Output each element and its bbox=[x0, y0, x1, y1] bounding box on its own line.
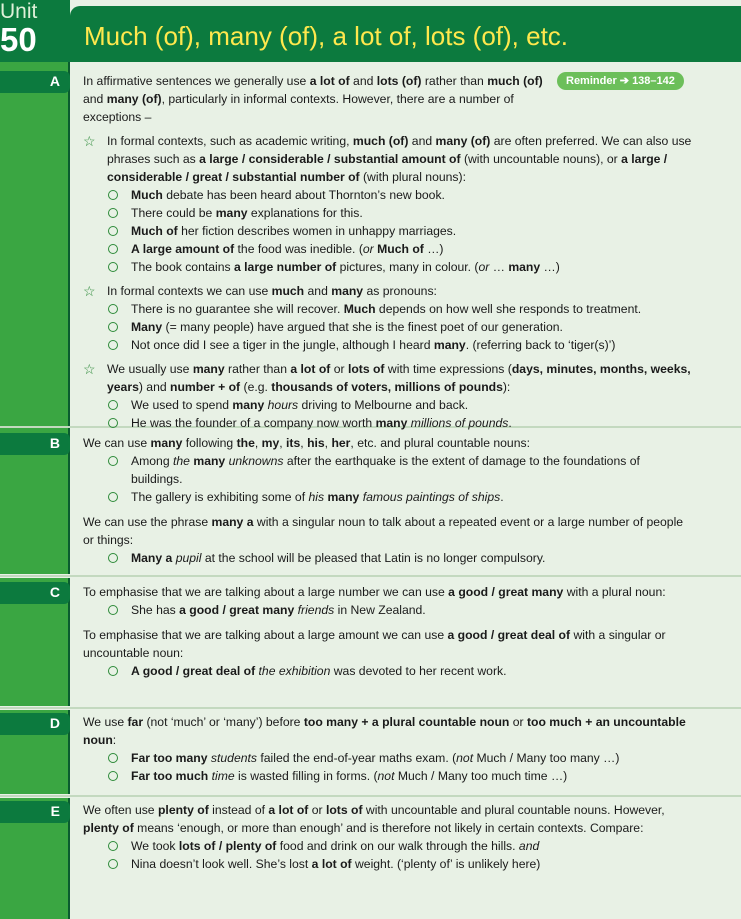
example-text: Among the many unknowns after the earthquake is the extent of damage to the foundations of buildings. bbox=[131, 454, 640, 486]
example-item bbox=[83, 240, 693, 258]
circle-icon bbox=[108, 244, 118, 254]
italic-phrase: students bbox=[210, 751, 257, 765]
italic-phrase: the bbox=[173, 454, 190, 468]
section-a-strip bbox=[0, 62, 70, 428]
bold-phrase: many bbox=[327, 490, 360, 504]
circle-icon bbox=[108, 304, 118, 314]
bold-phrase: plenty of bbox=[83, 821, 134, 835]
example-item bbox=[83, 452, 693, 488]
example-text: A large amount of the food was inedible. (or Much of …) bbox=[131, 242, 444, 256]
bold-phrase: too much + an uncountable noun bbox=[83, 715, 686, 747]
section-e-content bbox=[83, 801, 693, 873]
bold-phrase: his bbox=[307, 436, 325, 450]
example-text: The gallery is exhibiting some of his many famous paintings of ships. bbox=[131, 490, 504, 504]
bold-phrase: many bbox=[331, 284, 364, 298]
section-letter: B bbox=[49, 435, 60, 451]
italic-phrase: not bbox=[377, 769, 395, 783]
bold-phrase: A large amount of bbox=[131, 242, 235, 256]
bullet-text: In formal contexts we can use much and many as pronouns: bbox=[107, 284, 437, 298]
section-divider bbox=[0, 575, 741, 577]
example-item bbox=[83, 300, 693, 318]
example-text: Far too many students failed the end-of-year maths exam. (not Much / Many too many …) bbox=[131, 751, 620, 765]
circle-icon bbox=[108, 605, 118, 615]
example-text: The book contains a large number of pictures, many in colour. (or … many …) bbox=[131, 260, 560, 274]
example-item bbox=[83, 258, 693, 276]
bold-phrase: the bbox=[236, 436, 255, 450]
section-paragraph: We can use many following the, my, its, his, her, etc. and plural countable nouns: bbox=[83, 436, 530, 450]
bold-phrase: a lot of bbox=[309, 74, 350, 88]
circle-icon bbox=[108, 418, 118, 428]
example-item bbox=[83, 837, 693, 855]
example-text: Nina doesn’t look well. She’s lost a lot of weight. (‘plenty of’ is unlikely here) bbox=[131, 857, 541, 871]
section-paragraph: We can use the phrase many a with a singular noun to talk about a repeated event or a large number of people or things: bbox=[83, 515, 684, 547]
italic-phrase: friends bbox=[297, 603, 335, 617]
section-paragraph: To emphasise that we are talking about a large number we can use a good / great many with a plural noun: bbox=[83, 585, 666, 599]
italic-phrase: famous paintings of ships bbox=[362, 490, 501, 504]
example-text: There is no guarantee she will recover. Much depends on how well she responds to treatment. bbox=[131, 302, 642, 316]
unit-header bbox=[0, 0, 741, 62]
bold-phrase: thousands of voters, millions of pounds bbox=[271, 380, 503, 394]
circle-icon bbox=[108, 340, 118, 350]
bold-phrase: a large / considerable / great / substantial number of bbox=[107, 152, 668, 184]
example-item bbox=[83, 855, 693, 873]
reminder-link[interactable]: Reminder ➔ 138–142 bbox=[557, 72, 684, 90]
bold-phrase: lots (of) bbox=[376, 74, 422, 88]
circle-icon bbox=[108, 492, 118, 502]
circle-icon bbox=[108, 553, 118, 563]
bold-phrase: Much bbox=[343, 302, 376, 316]
bold-phrase: Much bbox=[131, 188, 163, 202]
star-icon: ☆ bbox=[83, 133, 96, 149]
section-tab-a[interactable] bbox=[0, 71, 70, 93]
bold-phrase: many a bbox=[211, 515, 254, 529]
bold-phrase: much (of) bbox=[487, 74, 543, 88]
example-item bbox=[83, 396, 693, 414]
circle-icon bbox=[108, 859, 118, 869]
section-a-content bbox=[83, 72, 693, 432]
bold-phrase: a good / great many bbox=[448, 585, 564, 599]
example-item bbox=[83, 204, 693, 222]
bold-phrase: A good / great deal of bbox=[131, 664, 256, 678]
italic-phrase: hours bbox=[267, 398, 299, 412]
page-title: Much (of), many (of), a lot of, lots (of), etc. bbox=[84, 21, 569, 51]
bold-phrase: much (of) bbox=[352, 134, 409, 148]
bold-phrase: her bbox=[331, 436, 351, 450]
section-paragraph: We use far (not ‘much’ or ‘many’) before too many + a plural countable noun or too much + an uncountable noun: bbox=[83, 715, 686, 747]
circle-icon bbox=[108, 190, 118, 200]
example-text: We took lots of / plenty of food and drink on our walk through the hills. and bbox=[131, 839, 540, 853]
example-item bbox=[83, 318, 693, 336]
example-text: Far too much time is wasted filling in forms. (not Much / Many too much time …) bbox=[131, 769, 568, 783]
circle-icon bbox=[108, 226, 118, 236]
section-tab-e[interactable] bbox=[0, 801, 70, 823]
italic-phrase: or bbox=[362, 242, 374, 256]
section-letter: C bbox=[49, 584, 60, 600]
example-item bbox=[83, 186, 693, 204]
section-tab-c[interactable] bbox=[0, 582, 70, 604]
bullet-text: We usually use many rather than a lot of or lots of with time expressions (days, minutes, months, weeks, years) and number + of (e.g. thousands of voters, millions of pounds): bbox=[107, 362, 691, 394]
bold-phrase: a large number of bbox=[233, 260, 337, 274]
bold-phrase: its bbox=[286, 436, 301, 450]
italic-phrase: pupil bbox=[175, 551, 202, 565]
example-text: There could be many explanations for this. bbox=[131, 206, 363, 220]
circle-icon bbox=[108, 753, 118, 763]
unit-label: Unit bbox=[0, 0, 38, 23]
section-tab-b[interactable] bbox=[0, 433, 70, 455]
bold-phrase: a lot of bbox=[268, 803, 309, 817]
bold-phrase: many bbox=[232, 398, 265, 412]
section-paragraph: We often use plenty of instead of a lot of or lots of with uncountable and plural countable nouns. However, plenty of means ‘enough, or more than enough’ and is therefore not likely in certain contexts. Compare: bbox=[83, 803, 665, 835]
unit-number: 50 bbox=[0, 21, 37, 58]
example-text: A good / great deal of the exhibition was devoted to her recent work. bbox=[131, 664, 507, 678]
circle-icon bbox=[108, 322, 118, 332]
section-bullet bbox=[83, 360, 693, 396]
italic-phrase: not bbox=[456, 751, 474, 765]
bold-phrase: much bbox=[271, 284, 305, 298]
circle-icon bbox=[108, 262, 118, 272]
example-item bbox=[83, 749, 693, 767]
section-divider bbox=[0, 795, 741, 797]
bold-phrase: many (of) bbox=[435, 134, 491, 148]
bold-phrase: many bbox=[375, 416, 408, 430]
example-text: We used to spend many hours driving to Melbourne and back. bbox=[131, 398, 469, 412]
bold-phrase: many bbox=[150, 436, 183, 450]
example-item bbox=[83, 767, 693, 785]
bold-phrase: a good / great deal of bbox=[447, 628, 571, 642]
example-item bbox=[83, 222, 693, 240]
section-d-content bbox=[83, 713, 693, 785]
example-text: Much of her fiction describes women in unhappy marriages. bbox=[131, 224, 457, 238]
section-b-content bbox=[83, 434, 693, 567]
example-item bbox=[83, 662, 693, 680]
star-icon: ☆ bbox=[83, 283, 96, 299]
bold-phrase: my bbox=[261, 436, 280, 450]
bold-phrase: Many bbox=[131, 320, 163, 334]
bold-phrase: a large / considerable / substantial amount of bbox=[199, 152, 461, 166]
italic-phrase: time bbox=[211, 769, 235, 783]
example-item bbox=[83, 414, 693, 432]
circle-icon bbox=[108, 400, 118, 410]
bold-phrase: far bbox=[127, 715, 144, 729]
section-letter: E bbox=[50, 803, 60, 819]
italic-phrase: unknowns bbox=[228, 454, 284, 468]
section-paragraph: To emphasise that we are talking about a large amount we can use a good / great deal of with a singular or uncountable noun: bbox=[83, 628, 666, 660]
bold-phrase: many bbox=[192, 362, 225, 376]
bold-phrase: a lot of bbox=[290, 362, 331, 376]
section-tab-d[interactable] bbox=[0, 713, 70, 735]
unit-badge bbox=[0, 0, 70, 62]
example-text: Many (= many people) have argued that she is the finest poet of our generation. bbox=[131, 320, 563, 334]
bold-phrase: lots of bbox=[325, 803, 363, 817]
bold-phrase: Far too many bbox=[131, 751, 208, 765]
bold-phrase: Many a bbox=[131, 551, 173, 565]
section-bullet bbox=[83, 282, 693, 300]
example-text: Many a pupil at the school will be pleased that Latin is no longer compulsory. bbox=[131, 551, 546, 565]
bold-phrase: Far too much bbox=[131, 769, 209, 783]
bold-phrase: many bbox=[215, 206, 248, 220]
example-item bbox=[83, 549, 693, 567]
star-icon: ☆ bbox=[83, 361, 96, 377]
bullet-text: In formal contexts, such as academic writing, much (of) and many (of) are often preferred. We can also use phrases such as a large / considerable / substantial amount of (with uncountable nouns), or a large / considerable / great / substantial number of (with plural nouns): bbox=[107, 134, 692, 184]
bold-phrase: many bbox=[433, 338, 466, 352]
title-bar bbox=[70, 6, 741, 62]
bold-phrase: a lot of bbox=[311, 857, 352, 871]
example-text: Much debate has been heard about Thornton’s new book. bbox=[131, 188, 445, 202]
section-bullet bbox=[83, 132, 693, 186]
italic-phrase: millions of pounds bbox=[410, 416, 509, 430]
section-letter: D bbox=[49, 715, 60, 731]
bold-phrase: Much of bbox=[377, 242, 424, 256]
bold-phrase: lots of bbox=[347, 362, 385, 376]
section-letter: A bbox=[49, 73, 60, 89]
bold-phrase: number + of bbox=[170, 380, 241, 394]
section-intro: In affirmative sentences we generally use a lot of and lots (of) rather than much (of) and many (of), particularly in informal contexts. However, there are a number of exceptions – bbox=[83, 74, 543, 124]
italic-phrase: the exhibition bbox=[258, 664, 331, 678]
italic-phrase: or bbox=[478, 260, 490, 274]
example-text: He was the founder of a company now worth many millions of pounds. bbox=[131, 416, 512, 430]
example-item bbox=[83, 488, 693, 506]
section-c-content bbox=[83, 583, 693, 680]
italic-phrase: his bbox=[308, 490, 325, 504]
bold-phrase: plenty of bbox=[157, 803, 209, 817]
circle-icon bbox=[108, 666, 118, 676]
bold-phrase: many (of) bbox=[106, 92, 162, 106]
bold-phrase: lots of / plenty of bbox=[178, 839, 277, 853]
bold-phrase: Much of bbox=[131, 224, 178, 238]
italic-phrase: and bbox=[518, 839, 540, 853]
bold-phrase: many bbox=[508, 260, 541, 274]
bold-phrase: days, minutes, months, weeks, years bbox=[107, 362, 691, 394]
circle-icon bbox=[108, 841, 118, 851]
circle-icon bbox=[108, 208, 118, 218]
bold-phrase: a good / great many bbox=[179, 603, 295, 617]
bold-phrase: many bbox=[193, 454, 226, 468]
circle-icon bbox=[108, 771, 118, 781]
example-item bbox=[83, 336, 693, 354]
bold-phrase: too many + a plural countable noun bbox=[303, 715, 510, 729]
section-divider bbox=[0, 707, 741, 709]
example-text: She has a good / great many friends in New Zealand. bbox=[131, 603, 426, 617]
example-text: Not once did I see a tiger in the jungle, although I heard many. (referring back to ‘tiger(s)’) bbox=[131, 338, 616, 352]
circle-icon bbox=[108, 456, 118, 466]
example-item bbox=[83, 601, 693, 619]
